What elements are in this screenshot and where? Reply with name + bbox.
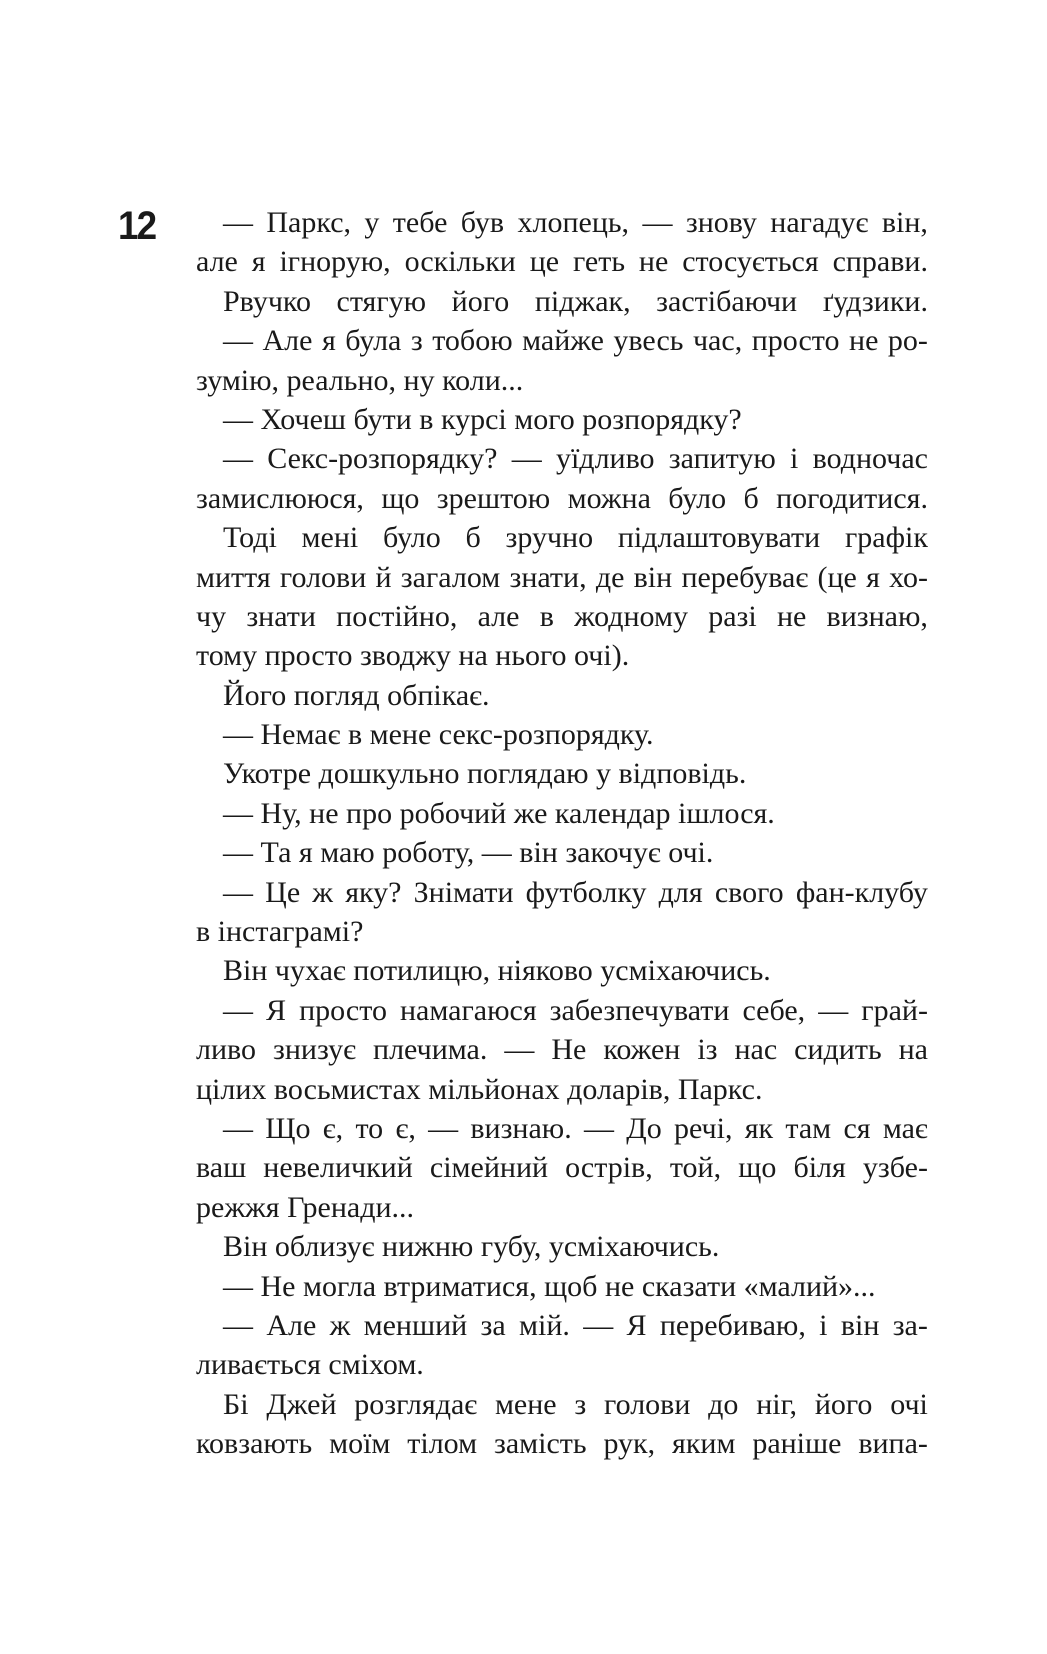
text-line: Він облизує нижню губу, усміхаючись. xyxy=(223,1230,720,1264)
text-line: Укотре дошкульно поглядаю у відповідь. xyxy=(223,757,747,791)
text-line: цілих восьмистах мільйонах доларів, Паркс. xyxy=(196,1072,763,1106)
text-line: ковзають моїм тілом замість рук, яким раніше випа- xyxy=(196,1427,928,1461)
paragraph xyxy=(196,951,928,990)
text-line: — Але ж менший за мій. — Я перебиваю, і він за- xyxy=(223,1308,928,1342)
text-line: — Паркс, у тебе був хлопець, — знову нагадує він, xyxy=(223,206,928,239)
paragraph xyxy=(196,1306,928,1385)
paragraph xyxy=(196,991,928,1109)
text-line: Бі Джей розглядає мене з голови до ніг, його очі xyxy=(223,1387,928,1421)
paragraph xyxy=(196,754,928,793)
paragraph xyxy=(196,833,928,872)
paragraph xyxy=(196,794,928,833)
text-line: Тоді мені було б зручно підлаштовувати графік xyxy=(223,521,928,555)
paragraph xyxy=(196,203,928,282)
paragraph xyxy=(196,321,928,400)
text-line: в інстаграмі? xyxy=(196,915,364,949)
text-line: Його погляд обпікає. xyxy=(223,678,490,712)
text-line: — Ну, не про робочий же календар ішлося. xyxy=(223,796,775,830)
paragraph xyxy=(196,1109,928,1227)
paragraph xyxy=(196,439,928,518)
text-line: — Секс-розпорядку? — уїдливо запитую і водночас xyxy=(223,442,928,476)
text-line: — Та я маю роботу, — він закочує очі. xyxy=(223,836,714,870)
text-line: — Немає в мене секс-розпорядку. xyxy=(223,718,654,752)
text-line: — Я просто намагаюся забезпечувати себе, — грай- xyxy=(223,993,928,1027)
paragraph xyxy=(196,676,928,715)
paragraph xyxy=(196,1267,928,1306)
text-line: — Хочеш бути в курсі мого розпорядку? xyxy=(223,402,742,436)
text-line: зумію, реально, ну коли... xyxy=(196,363,524,397)
paragraph xyxy=(196,715,928,754)
text-line: — Що є, то є, — визнаю. — До речі, як там ся має xyxy=(223,1111,928,1145)
paragraph xyxy=(196,873,928,952)
page-number: 12 xyxy=(118,204,156,248)
text-line: замислююся, що зрештою можна було б погодитися. xyxy=(196,481,928,515)
text-line: — Не могла втриматися, щоб не сказати «малий»... xyxy=(223,1269,876,1303)
paragraph xyxy=(196,1385,928,1464)
paragraph xyxy=(196,1227,928,1266)
text-line: але я ігнорую, оскільки це геть не стосується справи. xyxy=(196,245,928,279)
text-line: Він чухає потилицю, ніяково усміхаючись. xyxy=(223,954,771,988)
text-line: — Це ж яку? Знімати футболку для свого фан-клубу xyxy=(223,875,928,909)
text-line: ваш невеличкий сімейний острів, той, що біля узбе- xyxy=(196,1151,928,1185)
text-line: — Але я була з тобою майже увесь час, просто не ро- xyxy=(223,324,928,358)
paragraph xyxy=(196,282,928,321)
text-line: ливо знизує плечима. — Не кожен із нас сидить на xyxy=(196,1033,928,1067)
text-line: Рвучко стягую його піджак, застібаючи ґудзики. xyxy=(223,284,928,318)
text-line: режжя Гренади... xyxy=(196,1190,415,1224)
text-line: ливається сміхом. xyxy=(196,1348,424,1382)
text-line: миття голови й загалом знати, де він перебуває (це я хо- xyxy=(196,560,928,594)
text-block xyxy=(196,203,928,1464)
paragraph xyxy=(196,518,928,676)
paragraph xyxy=(196,400,928,439)
text-line: тому просто зводжу на нього очі). xyxy=(196,639,630,673)
text-line: чу знати постійно, але в жодному разі не визнаю, xyxy=(196,599,928,633)
